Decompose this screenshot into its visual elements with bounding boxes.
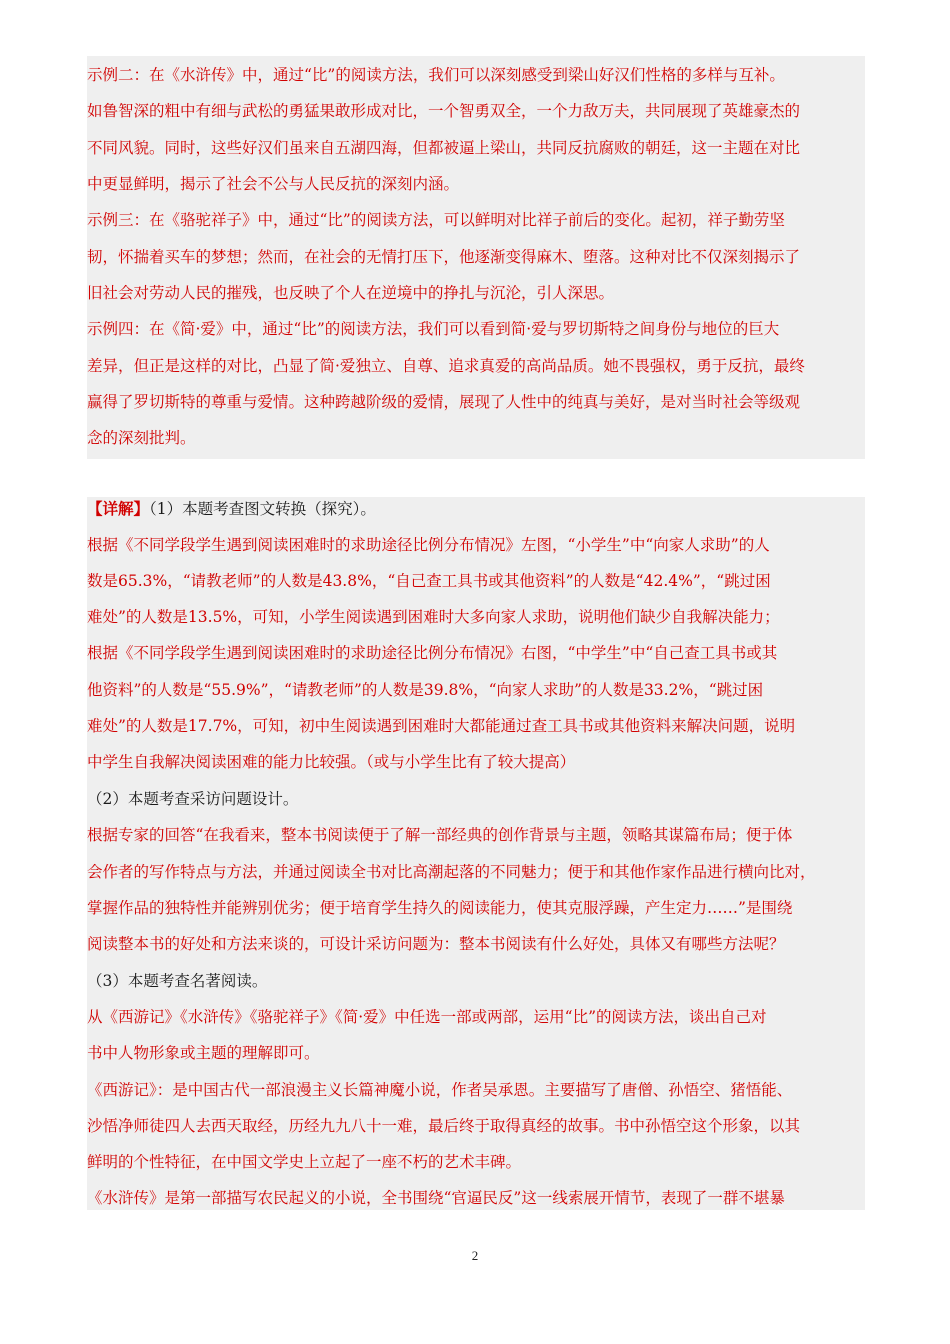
text-line: 阅读整本书的好处和方法来谈的，可设计采访问题为：整本书阅读有什么好处，具体又有哪些方法呢？ (87, 935, 785, 953)
text-line: 数是65.3%，“请教老师”的人数是43.8%，“自己查工具书或其他资料”的人数是“42.4%”，“跳过困 (87, 572, 771, 590)
text-line: 《水浒传》是第一部描写农民起义的小说，全书围绕“官逼民反”这一线索展开情节，表现了一群不堪暴 (87, 1189, 785, 1207)
text-line: 鲜明的个性特征，在中国文学史上立起了一座不朽的艺术丰碑。 (87, 1153, 522, 1171)
text-line: 示例二：在《水浒传》中，通过“比”的阅读方法，我们可以深刻感受到梁山好汉们性格的多样与互补。 (87, 66, 785, 84)
text-line: 会作者的写作特点与方法，并通过阅读全书对比高潮起落的不同魅力；便于和其他作家作品进行横向比对， (87, 863, 816, 881)
text-line: 书中人物形象或主题的理解即可。 (87, 1044, 320, 1062)
subheading-line: （2）本题考查采访问题设计。 (87, 790, 299, 808)
text-line: 根据专家的回答“在我看来，整本书阅读便于了解一部经典的创作背景与主题，领略其谋篇布局；便于体 (87, 826, 793, 844)
text-line: 从《西游记》《水浒传》《骆驼祥子》《简·爱》中任选一部或两部，运用“比”的阅读方法，谈出自己对 (87, 1008, 767, 1026)
subheading-line: （3）本题考查名著阅读。 (87, 972, 268, 990)
text-line: 他资料”的人数是“55.9%”，“请教老师”的人数是39.8%，“向家人求助”的人数是33.2%，“跳过困 (87, 681, 764, 699)
text-line: 示例四：在《简·爱》中，通过“比”的阅读方法，我们可以看到简·爱与罗切斯特之间身份与地位的巨大 (87, 320, 780, 338)
page-number: 2 (471, 1248, 479, 1263)
text-line: 难处”的人数是17.7%，可知，初中生阅读遇到困难时大都能通过查工具书或其他资料来解决问题，说明 (87, 717, 796, 735)
text-line: 不同风貌。同时，这些好汉们虽来自五湖四海，但都被逼上梁山，共同反抗腐败的朝廷，这一主题在对比 (87, 139, 801, 157)
text-line: 掌握作品的独特性并能辨别优劣；便于培育学生持久的阅读能力，使其克服浮躁，产生定力……”是围绕 (87, 899, 793, 917)
text-line: 沙悟净师徒四人去西天取经，历经九九八十一难，最后终于取得真经的故事。书中孙悟空这个形象，以其 (87, 1117, 801, 1135)
text-line: 赢得了罗切斯特的尊重与爱情。这种跨越阶级的爱情，展现了人性中的纯真与美好，是对当时社会等级观 (87, 393, 801, 411)
text-line: 《西游记》：是中国古代一部浪漫主义长篇神魔小说，作者吴承恩。主要描写了唐僧、孙悟空、猪悟能、 (87, 1081, 793, 1099)
text-line: 示例三：在《骆驼祥子》中，通过“比”的阅读方法，可以鲜明对比祥子前后的变化。起初，祥子勤劳坚 (87, 211, 785, 229)
detail-heading-bracket: 【详解】 (87, 499, 150, 518)
text-line: 韧，怀揣着买车的梦想；然而，在社会的无情打压下，他逐渐变得麻木、堕落。这种对比不仅深刻揭示了 (87, 248, 801, 266)
detail-explanation-block (87, 497, 865, 1210)
detail-heading-text: （1）本题考查图文转换（探究）。 (149, 500, 376, 518)
text-line: 旧社会对劳动人民的摧残，也反映了个人在逆境中的挣扎与沉沦，引人深思。 (87, 284, 615, 302)
text-line: 念的深刻批判。 (87, 429, 196, 447)
text-line: 根据《不同学段学生遇到阅读困难时的求助途径比例分布情况》左图，“小学生”中“向家人求助”的人 (87, 536, 770, 554)
text-line: 中学生自我解决阅读困难的能力比较强。（或与小学生比有了较大提高） (87, 753, 576, 771)
text-line: 差异，但正是这样的对比，凸显了简·爱独立、自尊、追求真爱的高尚品质。她不畏强权，勇于反抗，最终 (87, 357, 805, 375)
text-line: 如鲁智深的粗中有细与武松的勇猛果敢形成对比，一个智勇双全，一个力敌万夫，共同展现了英雄豪杰的 (87, 102, 801, 120)
example-answer-block (87, 56, 865, 459)
text-line: 中更显鲜明，揭示了社会不公与人民反抗的深刻内涵。 (87, 175, 460, 193)
text-line: 难处”的人数是13.5%，可知，小学生阅读遇到困难时大多向家人求助，说明他们缺少自我解决能力； (87, 608, 780, 626)
detail-heading (87, 499, 376, 519)
text-line: 根据《不同学段学生遇到阅读困难时的求助途径比例分布情况》右图，“中学生”中“自己查工具书或其 (87, 644, 778, 662)
